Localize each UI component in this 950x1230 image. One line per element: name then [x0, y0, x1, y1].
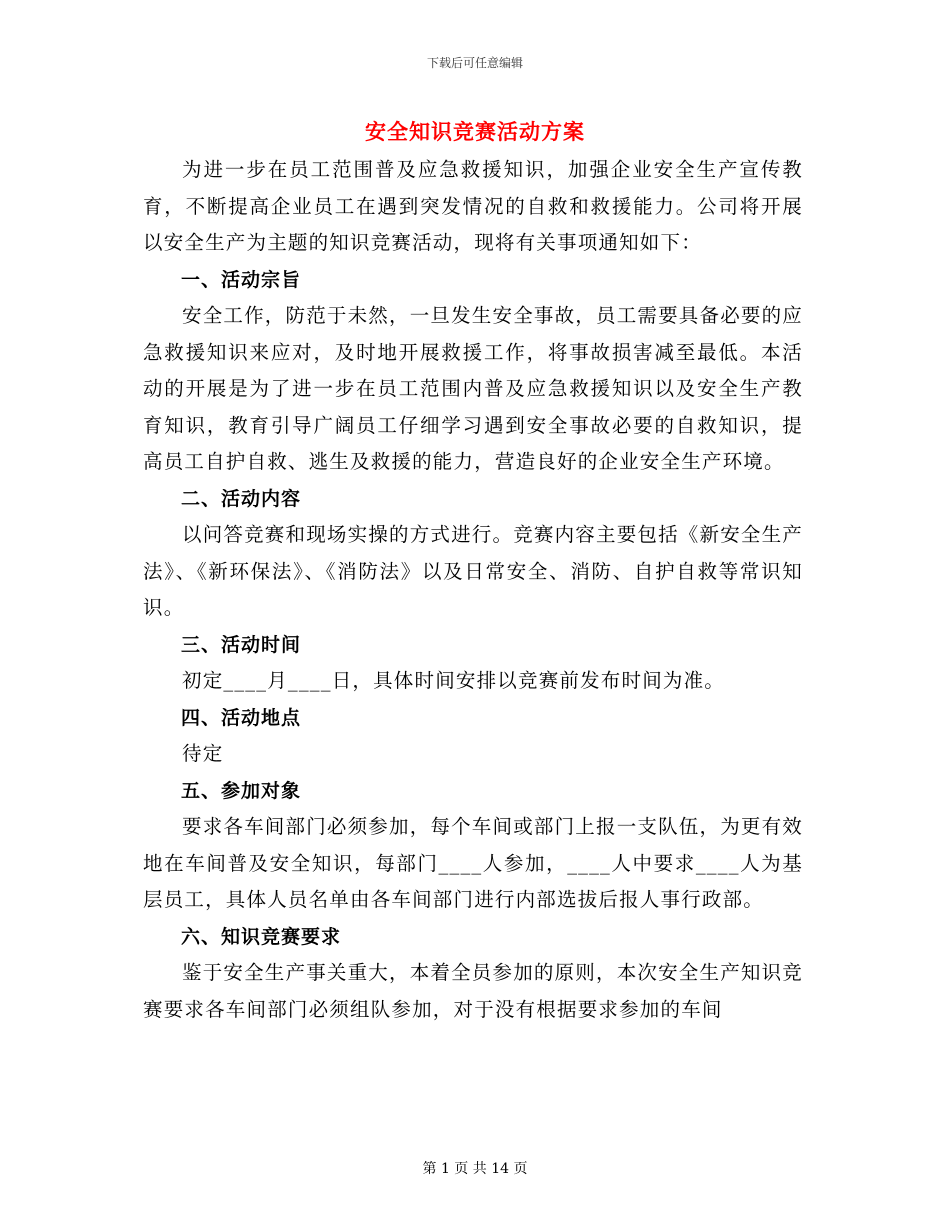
section-heading-participants: 五、参加对象	[181, 779, 302, 802]
section-heading-location: 四、活动地点	[181, 706, 302, 729]
section-text-location: 待定	[182, 742, 224, 765]
document-title: 安全知识竞赛活动方案	[365, 119, 585, 144]
header-note: 下载后可任意编辑	[426, 56, 523, 70]
section-heading-requirements: 六、知识竞赛要求	[181, 925, 342, 948]
section-text-participants: 要求各车间部门必须参加，每个车间或部门上报一支队伍，为更有效地在车间普及安全知识，每部门____人参加，____人中要求____人为基层员工，具体人员名单由各车间部门进行内部选拔后报人事行政部。	[143, 815, 804, 911]
section-text-time: 初定____月____日，具体时间安排以竞赛前发布时间为准。	[182, 669, 726, 692]
intro-paragraph: 为进一步在员工范围普及应急救援知识，加强企业安全生产宣传教育，不断提高企业员工在遇到突发情况的自救和救援能力。公司将开展以安全生产为主题的知识竞赛活动，现将有关事项通知如下：	[143, 158, 803, 254]
section-text-purpose: 安全工作，防范于未然，一旦发生安全事故，员工需要具备必要的应急救援知识来应对，及时地开展救援工作，将事故损害减至最低。本活动的开展是为了进一步在员工范围内普及应急救援知识以及安全生产教育知识，教育引导广阔员工仔细学习遇到安全事故必要的自救知识，提高员工自护自救、逃生及救援的能力，营造良好的企业安全生产环境。	[143, 304, 804, 473]
page-footer: 第 1 页 共 14 页	[422, 1161, 528, 1177]
document-body	[143, 152, 803, 1028]
section-text-content: 以问答竞赛和现场实操的方式进行。竞赛内容主要包括《新安全生产法》、《新环保法》、《消防法》以及日常安全、消防、自护自救等常识知识。	[143, 523, 804, 619]
section-text-requirements: 鉴于安全生产事关重大，本着全员参加的原则，本次安全生产知识竞赛要求各车间部门必须组队参加，对于没有根据要求参加的车间	[143, 961, 804, 1021]
section-heading-content: 二、活动内容	[181, 487, 302, 510]
section-heading-time: 三、活动时间	[181, 633, 302, 656]
section-heading-purpose: 一、活动宗旨	[181, 268, 302, 291]
